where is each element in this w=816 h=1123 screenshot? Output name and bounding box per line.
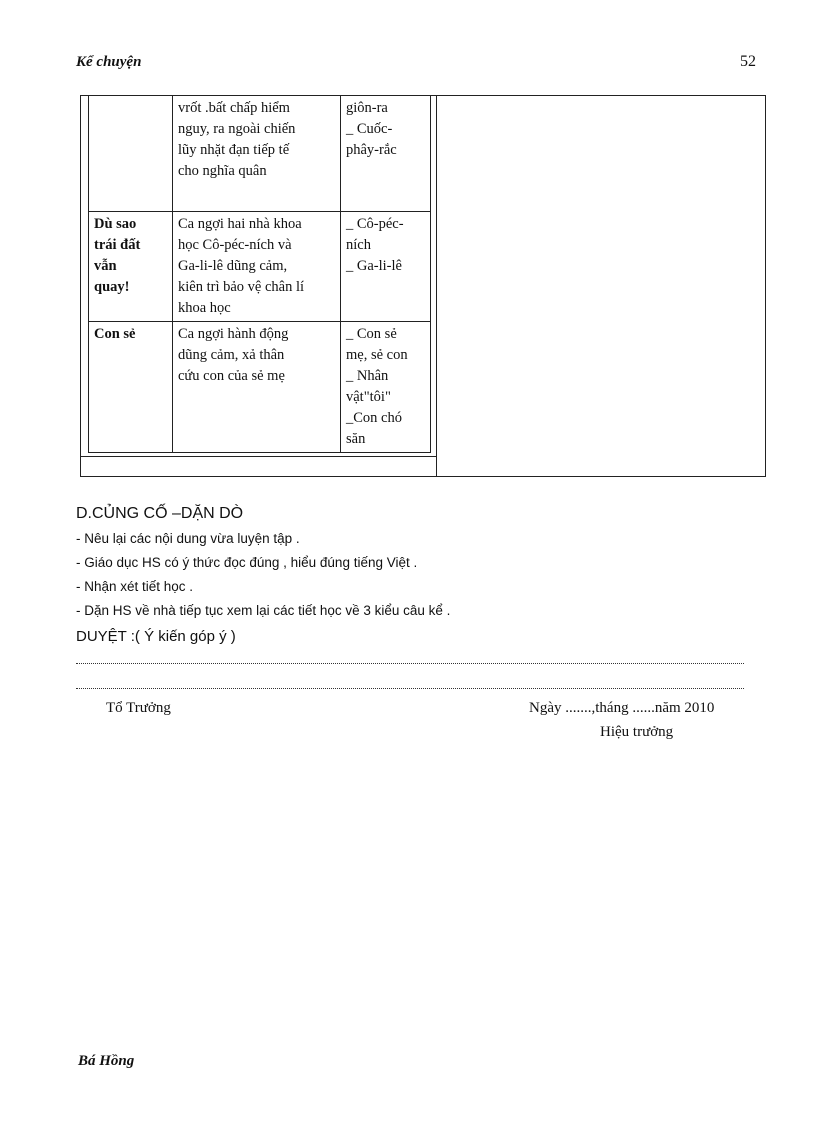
signature-right: Hiệu trưởng [600,724,674,740]
story-table [88,95,431,453]
story-name-cell [89,96,173,212]
footer-author: Bá Hồng [78,1053,135,1069]
section-line: - Giáo dục HS có ý thức đọc đúng , hiểu đúng tiếng Việt . [76,555,418,570]
story-content-cell: Ca ngợi hai nhà khoa học Cô-péc-ních và Ga-li-lê dũng cảm, kiên trì bảo vệ chân lí khoa học [173,212,341,322]
story-characters-cell: _ Con sẻ mẹ, sẻ con _ Nhân vật"tôi" _Con chó săn [341,322,431,453]
outer-table-bottom-row-line [80,456,437,457]
section-line: - Nhận xét tiết học . [76,579,194,594]
dotted-line [76,663,744,664]
table-row [89,322,431,453]
story-characters-cell: _ Cô-péc- ních _ Ga-li-lê [341,212,431,322]
approval-label: DUYỆT :( Ý kiến góp ý ) [76,628,236,645]
table-row [89,96,431,212]
story-content-cell: Ca ngợi hành động dũng cảm, xả thân cứu con của sẻ mẹ [173,322,341,453]
story-name-cell: Con sẻ [89,322,173,453]
section-line: - Dặn HS về nhà tiếp tục xem lại các tiết học về 3 kiểu câu kể . [76,603,451,618]
header-title: Kể chuyện [76,54,142,70]
table-row [89,212,431,322]
page-number: 52 [740,53,756,70]
section-title: D.CỦNG CỐ –DẶN DÒ [76,505,244,522]
dotted-line [76,688,744,689]
story-characters-cell: giôn-ra _ Cuốc- phây-rắc [341,96,431,212]
story-content-cell: vrốt .bất chấp hiểm nguy, ra ngoài chiến lũy nhặt đạn tiếp tế cho nghĩa quân [173,96,341,212]
outer-table-divider [436,95,437,477]
story-name-cell: Dù sao trái đất vẫn quay! [89,212,173,322]
section-line: - Nêu lại các nội dung vừa luyện tập . [76,531,300,546]
signature-date: Ngày .......,tháng ......năm 2010 [529,700,715,716]
signature-left: Tổ Trưởng [106,700,171,716]
